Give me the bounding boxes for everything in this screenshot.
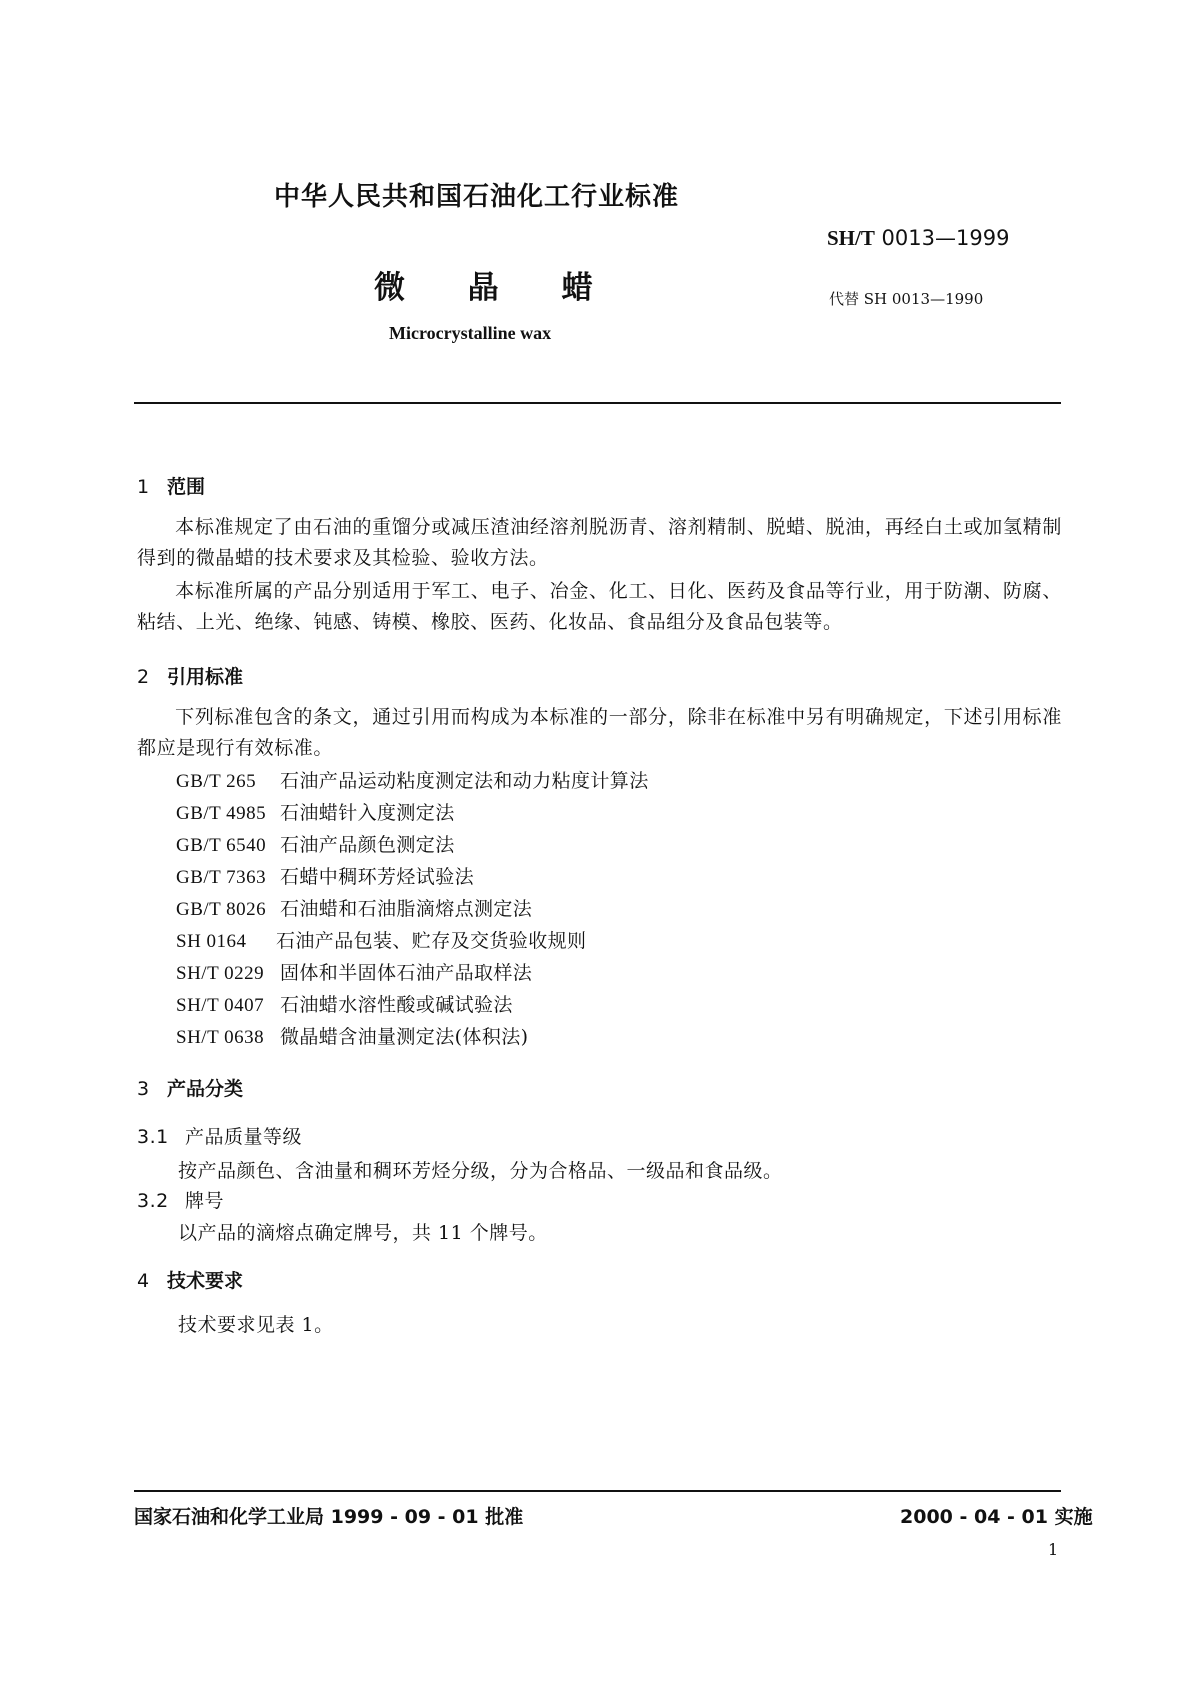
reference-item	[176, 958, 532, 985]
replaces-note: 代替 SH 0013—1990	[829, 290, 984, 308]
subsection-number: 3.1	[137, 1126, 169, 1148]
subsection-title: 牌号	[185, 1190, 225, 1212]
footer-divider	[134, 1490, 1061, 1492]
approval-note: 国家石油和化学工业局 1999 - 09 - 01 批准	[134, 1506, 524, 1528]
reference-code: GB/T 6540	[176, 835, 267, 856]
paragraph	[137, 512, 1062, 574]
title-char: 蜡	[561, 270, 593, 306]
reference-code: SH/T 0638	[176, 1027, 265, 1048]
reference-item	[176, 766, 649, 793]
reference-title: 石油产品运动粘度测定法和动力粘度计算法	[280, 770, 649, 792]
reference-code: SH 0164	[176, 931, 247, 952]
title-char: 微	[374, 270, 405, 306]
paragraph-text: 下列标准包含的条文，通过引用而构成为本标准的一部分，除非在标准中另有明确规定，下述引用标准都应是现行有效标准。	[137, 706, 1062, 759]
document-title	[374, 262, 593, 307]
subsection-3-1-text: 按产品颜色、含油量和稠环芳烃分级，分为合格品、一级品和食品级。	[178, 1160, 783, 1182]
header-divider	[134, 402, 1061, 404]
section-title: 引用标准	[167, 666, 244, 688]
paragraph-text: 本标准所属的产品分别适用于军工、电子、冶金、化工、日化、医药及食品等行业，用于防潮、防腐、粘结、上光、绝缘、钝感、铸模、橡胶、医药、化妆品、食品组分及食品包装等。	[137, 580, 1062, 633]
reference-title: 石油产品颜色测定法	[280, 834, 455, 856]
reference-title: 石油蜡针入度测定法	[280, 802, 455, 824]
section-number: 3	[137, 1078, 150, 1100]
subsection-3-1-heading	[137, 1122, 302, 1149]
section-title: 产品分类	[167, 1078, 244, 1100]
reference-code: GB/T 265	[176, 771, 257, 792]
reference-code: GB/T 8026	[176, 899, 267, 920]
subsection-number: 3.2	[137, 1190, 169, 1212]
reference-item	[176, 862, 474, 889]
paragraph	[137, 702, 1062, 764]
reference-item	[176, 830, 455, 857]
reference-code: SH/T 0407	[176, 995, 265, 1016]
section-3-heading	[137, 1074, 243, 1101]
reference-title: 石油产品包装、贮存及交货验收规则	[276, 930, 587, 952]
reference-code: SH/T 0229	[176, 963, 265, 984]
section-number: 2	[137, 666, 150, 688]
reference-item	[176, 798, 455, 825]
effective-date: 2000 - 04 - 01 实施	[900, 1506, 1093, 1528]
section-title: 范围	[167, 476, 206, 498]
section-2-heading	[137, 662, 243, 689]
section-4-text: 技术要求见表 1。	[178, 1314, 334, 1336]
standard-code-number: 0013—1999	[881, 226, 1010, 250]
section-title: 技术要求	[167, 1270, 244, 1292]
ministry-title: 中华人民共和国石油化工行业标准	[274, 182, 680, 212]
title-char: 晶	[467, 270, 499, 306]
subsection-title: 产品质量等级	[185, 1126, 303, 1148]
reference-item	[176, 990, 513, 1017]
section-number: 1	[137, 476, 150, 498]
section-number: 4	[137, 1270, 150, 1292]
reference-item	[176, 894, 532, 921]
reference-title: 石油蜡和石油脂滴熔点测定法	[280, 898, 533, 920]
page-number: 1	[1048, 1540, 1059, 1559]
reference-code: GB/T 7363	[176, 867, 267, 888]
subsection-3-2-text: 以产品的滴熔点确定牌号，共 11 个牌号。	[178, 1222, 548, 1244]
section-4-heading	[137, 1266, 243, 1293]
reference-title: 微晶蜡含油量测定法(体积法)	[280, 1026, 529, 1048]
paragraph	[137, 576, 1062, 638]
reference-title: 石蜡中稠环芳烃试验法	[280, 866, 475, 888]
standard-code-prefix: SH/T	[827, 226, 875, 250]
subsection-3-2-heading	[137, 1186, 224, 1213]
paragraph-text: 本标准规定了由石油的重馏分或减压渣油经溶剂脱沥青、溶剂精制、脱蜡、脱油，再经白土或加氢精制得到的微晶蜡的技术要求及其检验、验收方法。	[137, 516, 1062, 569]
reference-title: 石油蜡水溶性酸或碱试验法	[280, 994, 513, 1016]
reference-code: GB/T 4985	[176, 803, 267, 824]
standard-code	[827, 226, 1009, 251]
english-title: Microcrystalline wax	[389, 323, 552, 343]
reference-item	[176, 1022, 528, 1049]
reference-title: 固体和半固体石油产品取样法	[280, 962, 533, 984]
reference-item	[176, 926, 586, 953]
section-1-heading	[137, 472, 205, 499]
